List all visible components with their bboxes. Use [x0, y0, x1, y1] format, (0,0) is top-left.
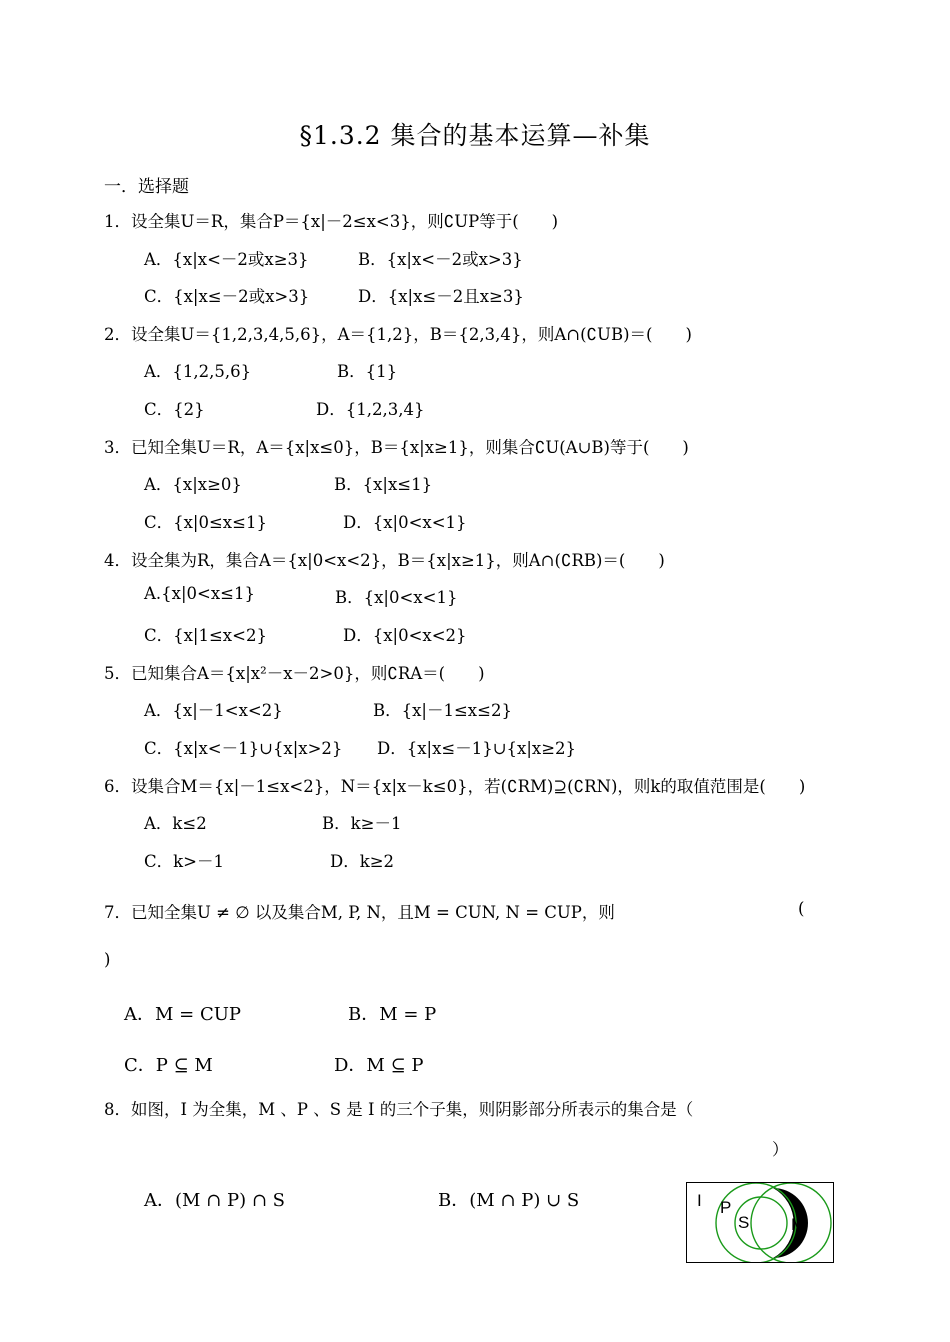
q7-option-a: A．M = CUP: [124, 1004, 242, 1025]
q8-option-b: B．(M ∩ P) ∪ S: [438, 1190, 580, 1211]
q1-option-a: A．{x|x<－2或x≥3}: [144, 250, 309, 269]
q7-option-d: D．M ⊆ P: [334, 1055, 424, 1076]
venn-label-p: P: [720, 1198, 732, 1217]
q8-option-a: A．(M ∩ P) ∩ S: [144, 1190, 285, 1211]
q5-option-a: A．{x|－1<x<2}: [144, 701, 283, 720]
q1-option-d: D．{x|x≤－2且x≥3}: [358, 287, 524, 306]
q7-option-c: C．P ⊆ M: [124, 1055, 213, 1076]
section-heading: 一．选择题: [104, 177, 189, 197]
q3-option-c: C．{x|0≤x≤1}: [144, 513, 267, 532]
q4-option-d: D．{x|0<x<2}: [343, 626, 467, 645]
q6-option-a: A．k≤2: [144, 814, 207, 833]
venn-svg: [687, 1183, 833, 1262]
q2-option-c: C．{2}: [144, 400, 205, 419]
q7-option-b: B．M = P: [348, 1004, 437, 1025]
q7-paren-close: ): [104, 950, 111, 969]
q2-option-d: D．{1,2,3,4}: [316, 400, 425, 419]
q1-option-b: B．{x|x<－2或x>3}: [358, 250, 523, 269]
q1-option-c: C．{x|x≤－2或x>3}: [144, 287, 310, 306]
q3-option-b: B．{x|x≤1}: [334, 475, 433, 494]
q5-option-b: B．{x|－1≤x≤2}: [373, 701, 512, 720]
q4-option-b: B．{x|0<x<1}: [335, 588, 458, 607]
q4-option-c: C．{x|1≤x<2}: [144, 626, 267, 645]
q3-option-d: D．{x|0<x<1}: [343, 513, 467, 532]
question-5-stem: 5．已知集合A＝{x|x²－x－2>0}，则∁RA＝( ): [104, 664, 485, 683]
question-2-stem: 2．设全集U＝{1,2,3,4,5,6}，A＝{1,2}，B＝{2,3,4}，则A∩(∁UB)＝( ): [104, 325, 692, 344]
question-7-stem: 7．已知全集U ≠ ∅ 以及集合M, P, N，且M = CUN, N = CUP，则: [104, 903, 615, 922]
question-8-stem: 8．如图，I 为全集，M 、P 、S 是 I 的三个子集，则阴影部分所表示的集合是（: [104, 1100, 694, 1119]
q5-option-c: C．{x|x<－1}∪{x|x>2}: [144, 739, 343, 758]
question-6-stem: 6．设集合M＝{x|－1≤x<2}，N＝{x|x－k≤0}，若(∁RM)⊇(∁RN)，则k的取值范围是( ): [104, 777, 806, 796]
question-1-stem: 1．设全集U＝R，集合P＝{x|－2≤x<3}，则∁UP等于( ): [104, 212, 559, 231]
q7-paren-open: (: [798, 899, 805, 918]
q5-option-d: D．{x|x≤－1}∪{x|x≥2}: [377, 739, 577, 758]
q4-option-a: A.{x|0<x≤1}: [144, 584, 255, 603]
q3-option-a: A．{x|x≥0}: [144, 475, 242, 494]
venn-label-s: S: [738, 1213, 750, 1232]
question-4-stem: 4．设全集为R，集合A＝{x|0<x<2}，B＝{x|x≥1}，则A∩(∁RB)＝( ): [104, 551, 665, 570]
q6-option-b: B．k≥－1: [322, 814, 402, 833]
q6-option-d: D．k≥2: [330, 852, 395, 871]
q6-option-c: C．k>－1: [144, 852, 224, 871]
venn-diagram: [686, 1182, 834, 1263]
page-title: §1.3.2 集合的基本运算—补集: [299, 121, 651, 150]
q2-option-a: A．{1,2,5,6}: [144, 362, 252, 381]
question-3-stem: 3．已知全集U＝R，A＝{x|x≤0}，B＝{x|x≥1}，则集合∁U(A∪B)等于( ): [104, 438, 689, 457]
q2-option-b: B．{1}: [337, 362, 398, 381]
q8-paren-close: ）: [772, 1140, 789, 1159]
venn-label-m: M: [791, 1215, 806, 1234]
venn-label-i: I: [697, 1191, 702, 1210]
